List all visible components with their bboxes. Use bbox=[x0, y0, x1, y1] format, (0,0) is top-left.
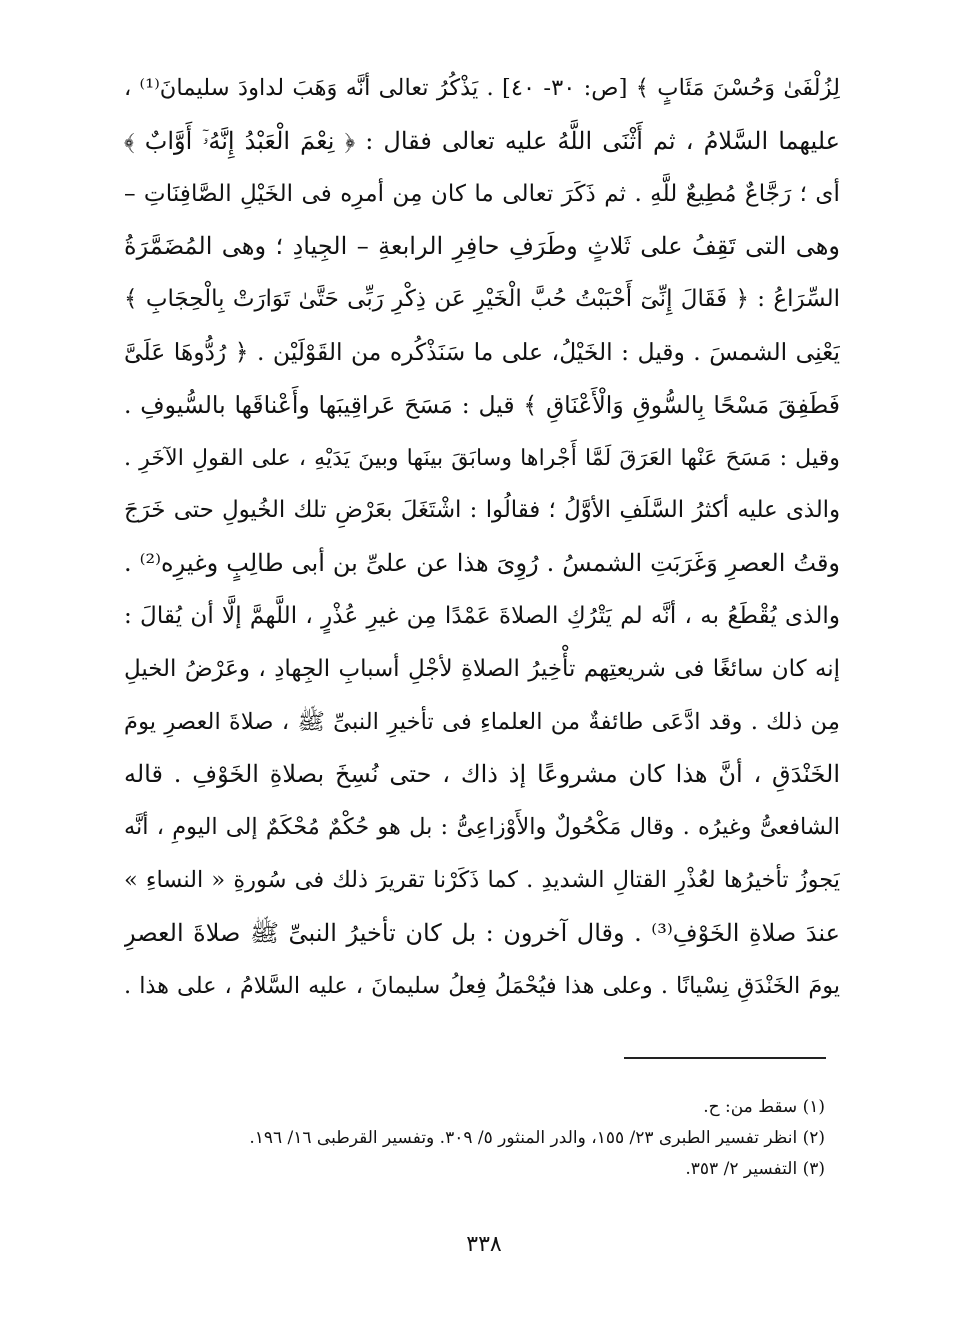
text-line: الشافعىُّ وغيرُه . وقال مَكْحُولٌ والأَوْزاعِىُّ : بل هو حُكْمٌ مُحْكَمٌ إلى اليومِ ، أنَّه bbox=[124, 814, 840, 841]
footnote-divider bbox=[624, 1057, 826, 1059]
text-line: عندَ صلاةِ الخَوْفِ⁽³⁾ . وقال آخرون : بل كان تأخيرُ النبىِّ ﷺ صلاةَ العصرِ bbox=[124, 918, 840, 947]
text-line: الخَنْدَقِ ، أنَّ هذا كان مشروعًا إذ ذاك ، حتى نُسِخَ بصلاةِ الخَوْفِ . قاله bbox=[124, 760, 840, 789]
text-line: وقتُ العصرِ وَغَرَبَتِ الشمسُ . رُوِىَ هذا عن علىِّ بن أبى طالِبٍ وغيرِه⁽²⁾ . bbox=[124, 549, 840, 578]
text-line: لِزُلْفَىٰ وَحُسْنَ مَئَابٍ ﴾ [ص: ٣٠- ٤٠] . يَذْكُرُ تعالى أنَّه وَهَبَ لداودَ سليمانَ⁽¹⁾ ، bbox=[124, 75, 840, 101]
main-text bbox=[124, 62, 840, 1012]
footnote: (١) سقط من: ح. bbox=[703, 1097, 825, 1117]
text-line: وقيل : مَسَحَ عَنْها العَرَقَ لَمَّا أَجْراها وسابَقَ بينَها وبينَ يَدَيْهِ ، على القولِ الآخَرِ . bbox=[124, 444, 840, 471]
page-number: ٣٣٨ bbox=[466, 1232, 502, 1257]
text-line: عليهما السَّلامُ ، ثم أَثْنَى اللَّهُ عليه تعالى فقال : ﴿ نِعْمَ الْعَبْدُ إِنَّهُۥٓ أَوَّابٌ ﴾ bbox=[124, 126, 840, 155]
footnote: (٢) انظر تفسير الطبرى ٢٣/ ١٥٥، والدر المنثور ٥/ ٣٠٩. وتفسير القرطبى ١٦/ ١٩٦. bbox=[249, 1128, 825, 1148]
text-line: مِن ذلك . وقد ادَّعَى طائفةٌ من العلماءِ فى تأخيرِ النبىِّ ﷺ ، صلاةَ العصرِ يومَ bbox=[124, 708, 840, 735]
text-line: فَطَفِقَ مَسْحًا بِالسُّوقِ وَالْأَعْنَاقِ ﴾ قيل : مَسَحَ عَراقِيبَها وأَعْناقَها بالسُّيوفِ . bbox=[124, 390, 840, 419]
text-line: وهى التى تَقِفُ على ثَلاثٍ وطَرَفِ حافِرِ الرابعةِ – الجِيادِ ؛ وهى المُضَمَّرَةُ bbox=[124, 232, 840, 261]
text-line: والذى عليه أكثرُ السَّلَفِ الأوَّلُ ؛ فقالُوا : اشْتَغَلَ بعَرْضِ تلك الخُيولِ حتى خَرَجَ bbox=[124, 497, 840, 524]
text-line: يَعْنِى الشمسَ . وقيل : الخَيْلُ، على ما سَنَذْكُره من القَوْلَيْن . ﴿ رُدُّوهَا عَلَىَّ bbox=[124, 337, 840, 366]
text-line: السِّرَاعُ : ﴿ فَقَالَ إِنِّىٓ أَحْبَبْتُ حُبَّ الْخَيْرِ عَن ذِكْرِ رَبِّى حَتَّىٰ تَوَارَتْ بِالْحِجَابِ ﴾ bbox=[124, 286, 840, 313]
text-line: والذى يُقْطَعُ به ، أنَّه لم يَتْرُكِ الصلاةَ عَمْدًا مِن غيرِ عُذْرٍ ، اللَّهمَّ إلَّا أن يُقالَ : bbox=[124, 602, 840, 629]
text-line: إنه كان سائغًا فى شريعتِهم تأْخِيرُ الصلاةِ لأجْلِ أسبابِ الجِهادِ ، وعَرْضُ الخيلِ bbox=[124, 655, 840, 682]
text-line: أى ؛ رَجَّاعٌ مُطِيعٌ للَّهِ . ثم ذَكَرَ تعالى ما كان مِن أمرِه فى الخَيْلِ الصَّافِنَاتِ – bbox=[124, 179, 840, 207]
footnotes bbox=[135, 1092, 825, 1185]
footnote: (٣) التفسير ٢/ ٣٥٣. bbox=[685, 1159, 825, 1179]
text-line: يَجوزُ تأخيرُها لعُذْرِ القتالِ الشديدِ . كما ذَكَرْنا تقريرَ ذلك فى سُورةِ « النساءِ » bbox=[124, 866, 840, 893]
text-line: يومَ الخَنْدَقِ نِسْيانًا . وعلى هذا فيُحْمَلُ فِعلُ سليمانَ ، عليه السَّلامُ ، على هذا . bbox=[124, 972, 840, 999]
